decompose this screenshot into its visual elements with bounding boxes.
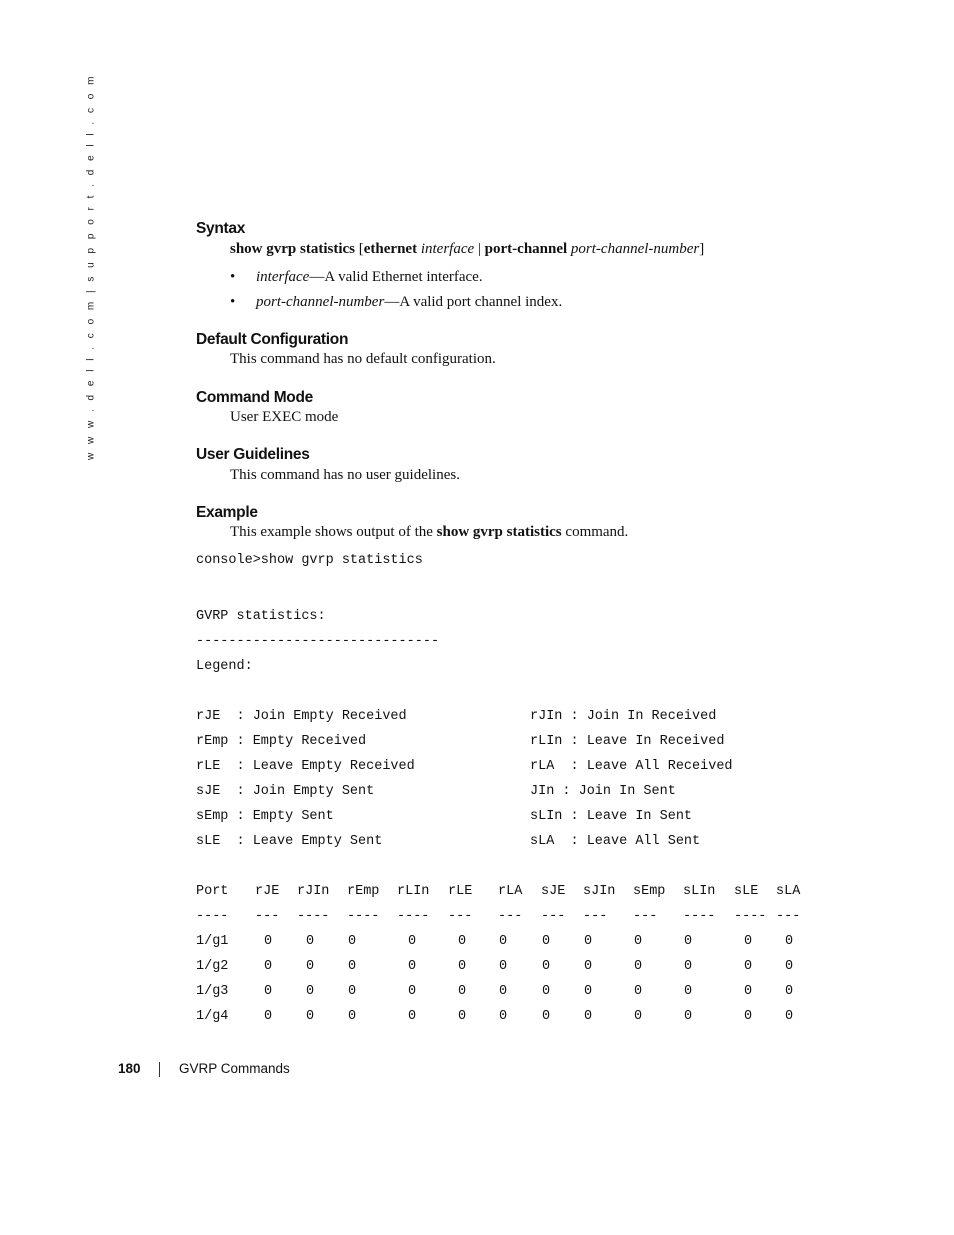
- table-header-rule: ---: [498, 909, 523, 924]
- table-cell: 0: [408, 934, 417, 949]
- bullet-term: interface: [256, 269, 310, 285]
- table-cell: 0: [306, 984, 315, 999]
- table-cell: 0: [542, 1009, 551, 1024]
- example-heading: Example: [196, 504, 258, 521]
- table-cell: 0: [684, 984, 693, 999]
- command-mode-text: User EXEC mode: [230, 409, 339, 425]
- table-header-rule: ----: [297, 909, 330, 924]
- table-cell: 0: [634, 959, 643, 974]
- table-header: rJE: [255, 884, 280, 899]
- table-header-rule: ----: [347, 909, 380, 924]
- table-header: sJE: [541, 884, 566, 899]
- console-command: console>show gvrp statistics: [196, 553, 423, 568]
- command-mode-heading: Command Mode: [196, 389, 313, 406]
- table-cell: 0: [264, 1009, 273, 1024]
- syntax-command: show gvrp statistics: [230, 241, 356, 257]
- default-config-text: This command has no default configuration.: [230, 351, 496, 367]
- table-cell: 0: [542, 984, 551, 999]
- table-cell: 0: [785, 1009, 794, 1024]
- table-cell: 0: [264, 934, 273, 949]
- table-cell: 0: [684, 1009, 693, 1024]
- table-cell: 0: [348, 934, 357, 949]
- legend-entry: JIn : Join In Sent: [530, 784, 676, 799]
- table-cell: 0: [684, 934, 693, 949]
- legend-entry: rJIn : Join In Received: [530, 709, 717, 724]
- table-header-rule: ----: [683, 909, 716, 924]
- table-header-rule: ---: [448, 909, 473, 924]
- table-cell: 0: [634, 1009, 643, 1024]
- legend-entry: rEmp : Empty Received: [196, 734, 367, 749]
- table-header: sLA: [776, 884, 801, 899]
- table-cell: 0: [348, 984, 357, 999]
- table-cell: 0: [458, 959, 467, 974]
- bullet-icon: •: [230, 269, 236, 285]
- table-header: Port: [196, 884, 229, 899]
- legend-entry: rLA : Leave All Received: [530, 759, 733, 774]
- table-header: sLE: [734, 884, 759, 899]
- table-cell: 0: [458, 984, 467, 999]
- legend-entry: sLE : Leave Empty Sent: [196, 834, 383, 849]
- syntax-line: [230, 241, 704, 258]
- table-cell: 0: [744, 1009, 753, 1024]
- legend-entry: sEmp : Empty Sent: [196, 809, 334, 824]
- bullet-desc: —A valid Ethernet interface.: [309, 269, 483, 285]
- table-cell: 0: [306, 959, 315, 974]
- bullet-icon: •: [230, 294, 236, 310]
- legend-entry: rJE : Join Empty Received: [196, 709, 407, 724]
- table-cell: 0: [499, 959, 508, 974]
- table-cell: 0: [634, 984, 643, 999]
- table-header-rule: ----: [397, 909, 430, 924]
- table-cell: 0: [408, 1009, 417, 1024]
- table-cell: 0: [348, 959, 357, 974]
- table-header: rJIn: [297, 884, 330, 899]
- stats-title: GVRP statistics:: [196, 609, 326, 624]
- example-intro-command: show gvrp statistics: [436, 524, 562, 540]
- table-header: sEmp: [633, 884, 666, 899]
- table-cell: 0: [408, 959, 417, 974]
- syntax-pipe: |: [477, 241, 481, 257]
- legend-label: Legend:: [196, 659, 253, 674]
- table-header-rule: ---: [583, 909, 608, 924]
- table-cell: 0: [542, 934, 551, 949]
- table-header-rule: ---: [776, 909, 801, 924]
- table-cell: 0: [458, 1009, 467, 1024]
- syntax-interface-param: interface: [420, 241, 475, 257]
- default-config-heading: Default Configuration: [196, 331, 349, 348]
- table-cell: 0: [542, 959, 551, 974]
- footer-separator: [159, 1062, 160, 1077]
- table-cell: 0: [306, 1009, 315, 1024]
- user-guidelines-text: This command has no user guidelines.: [230, 467, 460, 483]
- table-cell: 1/g4: [196, 1009, 229, 1024]
- table-cell: 0: [499, 1009, 508, 1024]
- example-intro-before: This example shows output of the: [230, 524, 437, 540]
- syntax-port-channel: port-channel: [484, 241, 568, 257]
- table-header-rule: ---: [633, 909, 658, 924]
- table-header: rEmp: [347, 884, 380, 899]
- example-intro: [230, 524, 628, 541]
- table-cell: 0: [584, 1009, 593, 1024]
- table-cell: 0: [634, 934, 643, 949]
- table-cell: 0: [744, 984, 753, 999]
- syntax-bullet: [230, 294, 562, 311]
- syntax-port-channel-param: port-channel-number: [570, 241, 700, 257]
- syntax-bullet: [230, 269, 483, 286]
- table-header: rLIn: [397, 884, 430, 899]
- syntax-ethernet: ethernet: [363, 241, 418, 257]
- table-cell: 0: [785, 934, 794, 949]
- page-number: 180: [118, 1061, 141, 1076]
- table-cell: 0: [684, 959, 693, 974]
- user-guidelines-heading: User Guidelines: [196, 446, 310, 463]
- table-header-rule: ---: [255, 909, 280, 924]
- table-cell: 1/g2: [196, 959, 229, 974]
- table-header: rLA: [498, 884, 523, 899]
- legend-entry: rLE : Leave Empty Received: [196, 759, 415, 774]
- table-cell: 0: [584, 959, 593, 974]
- table-cell: 1/g1: [196, 934, 229, 949]
- table-cell: 0: [499, 984, 508, 999]
- bullet-term: port-channel-number: [256, 294, 385, 310]
- example-intro-after: command.: [561, 524, 629, 540]
- table-cell: 0: [306, 934, 315, 949]
- table-cell: 0: [348, 1009, 357, 1024]
- table-header-rule: ----: [734, 909, 767, 924]
- legend-entry: sLIn : Leave In Sent: [530, 809, 693, 824]
- table-cell: 0: [584, 984, 593, 999]
- table-cell: 0: [785, 959, 794, 974]
- table-cell: 0: [744, 934, 753, 949]
- legend-entry: sLA : Leave All Sent: [530, 834, 701, 849]
- table-header: rLE: [448, 884, 473, 899]
- table-cell: 0: [264, 984, 273, 999]
- syntax-heading: Syntax: [196, 220, 246, 237]
- table-header: sLIn: [683, 884, 716, 899]
- legend-entry: sJE : Join Empty Sent: [196, 784, 375, 799]
- table-cell: 0: [264, 959, 273, 974]
- footer-section-title: GVRP Commands: [179, 1061, 290, 1076]
- table-cell: 0: [499, 934, 508, 949]
- table-cell: 0: [785, 984, 794, 999]
- bullet-desc: —A valid port channel index.: [384, 294, 563, 310]
- legend-entry: rLIn : Leave In Received: [530, 734, 725, 749]
- syntax-bracket-close: ]: [699, 241, 705, 257]
- table-cell: 0: [458, 934, 467, 949]
- table-header-rule: ---: [541, 909, 566, 924]
- table-cell: 0: [744, 959, 753, 974]
- side-url-label: w w w . d e l l . c o m | s u p p o r t . d e l l . c o m: [85, 73, 97, 460]
- stats-divider: ------------------------------: [196, 634, 440, 649]
- table-header: sJIn: [583, 884, 616, 899]
- syntax-bracket-open: [: [358, 241, 364, 257]
- table-header-rule: ----: [196, 909, 229, 924]
- table-cell: 1/g3: [196, 984, 229, 999]
- table-cell: 0: [584, 934, 593, 949]
- table-cell: 0: [408, 984, 417, 999]
